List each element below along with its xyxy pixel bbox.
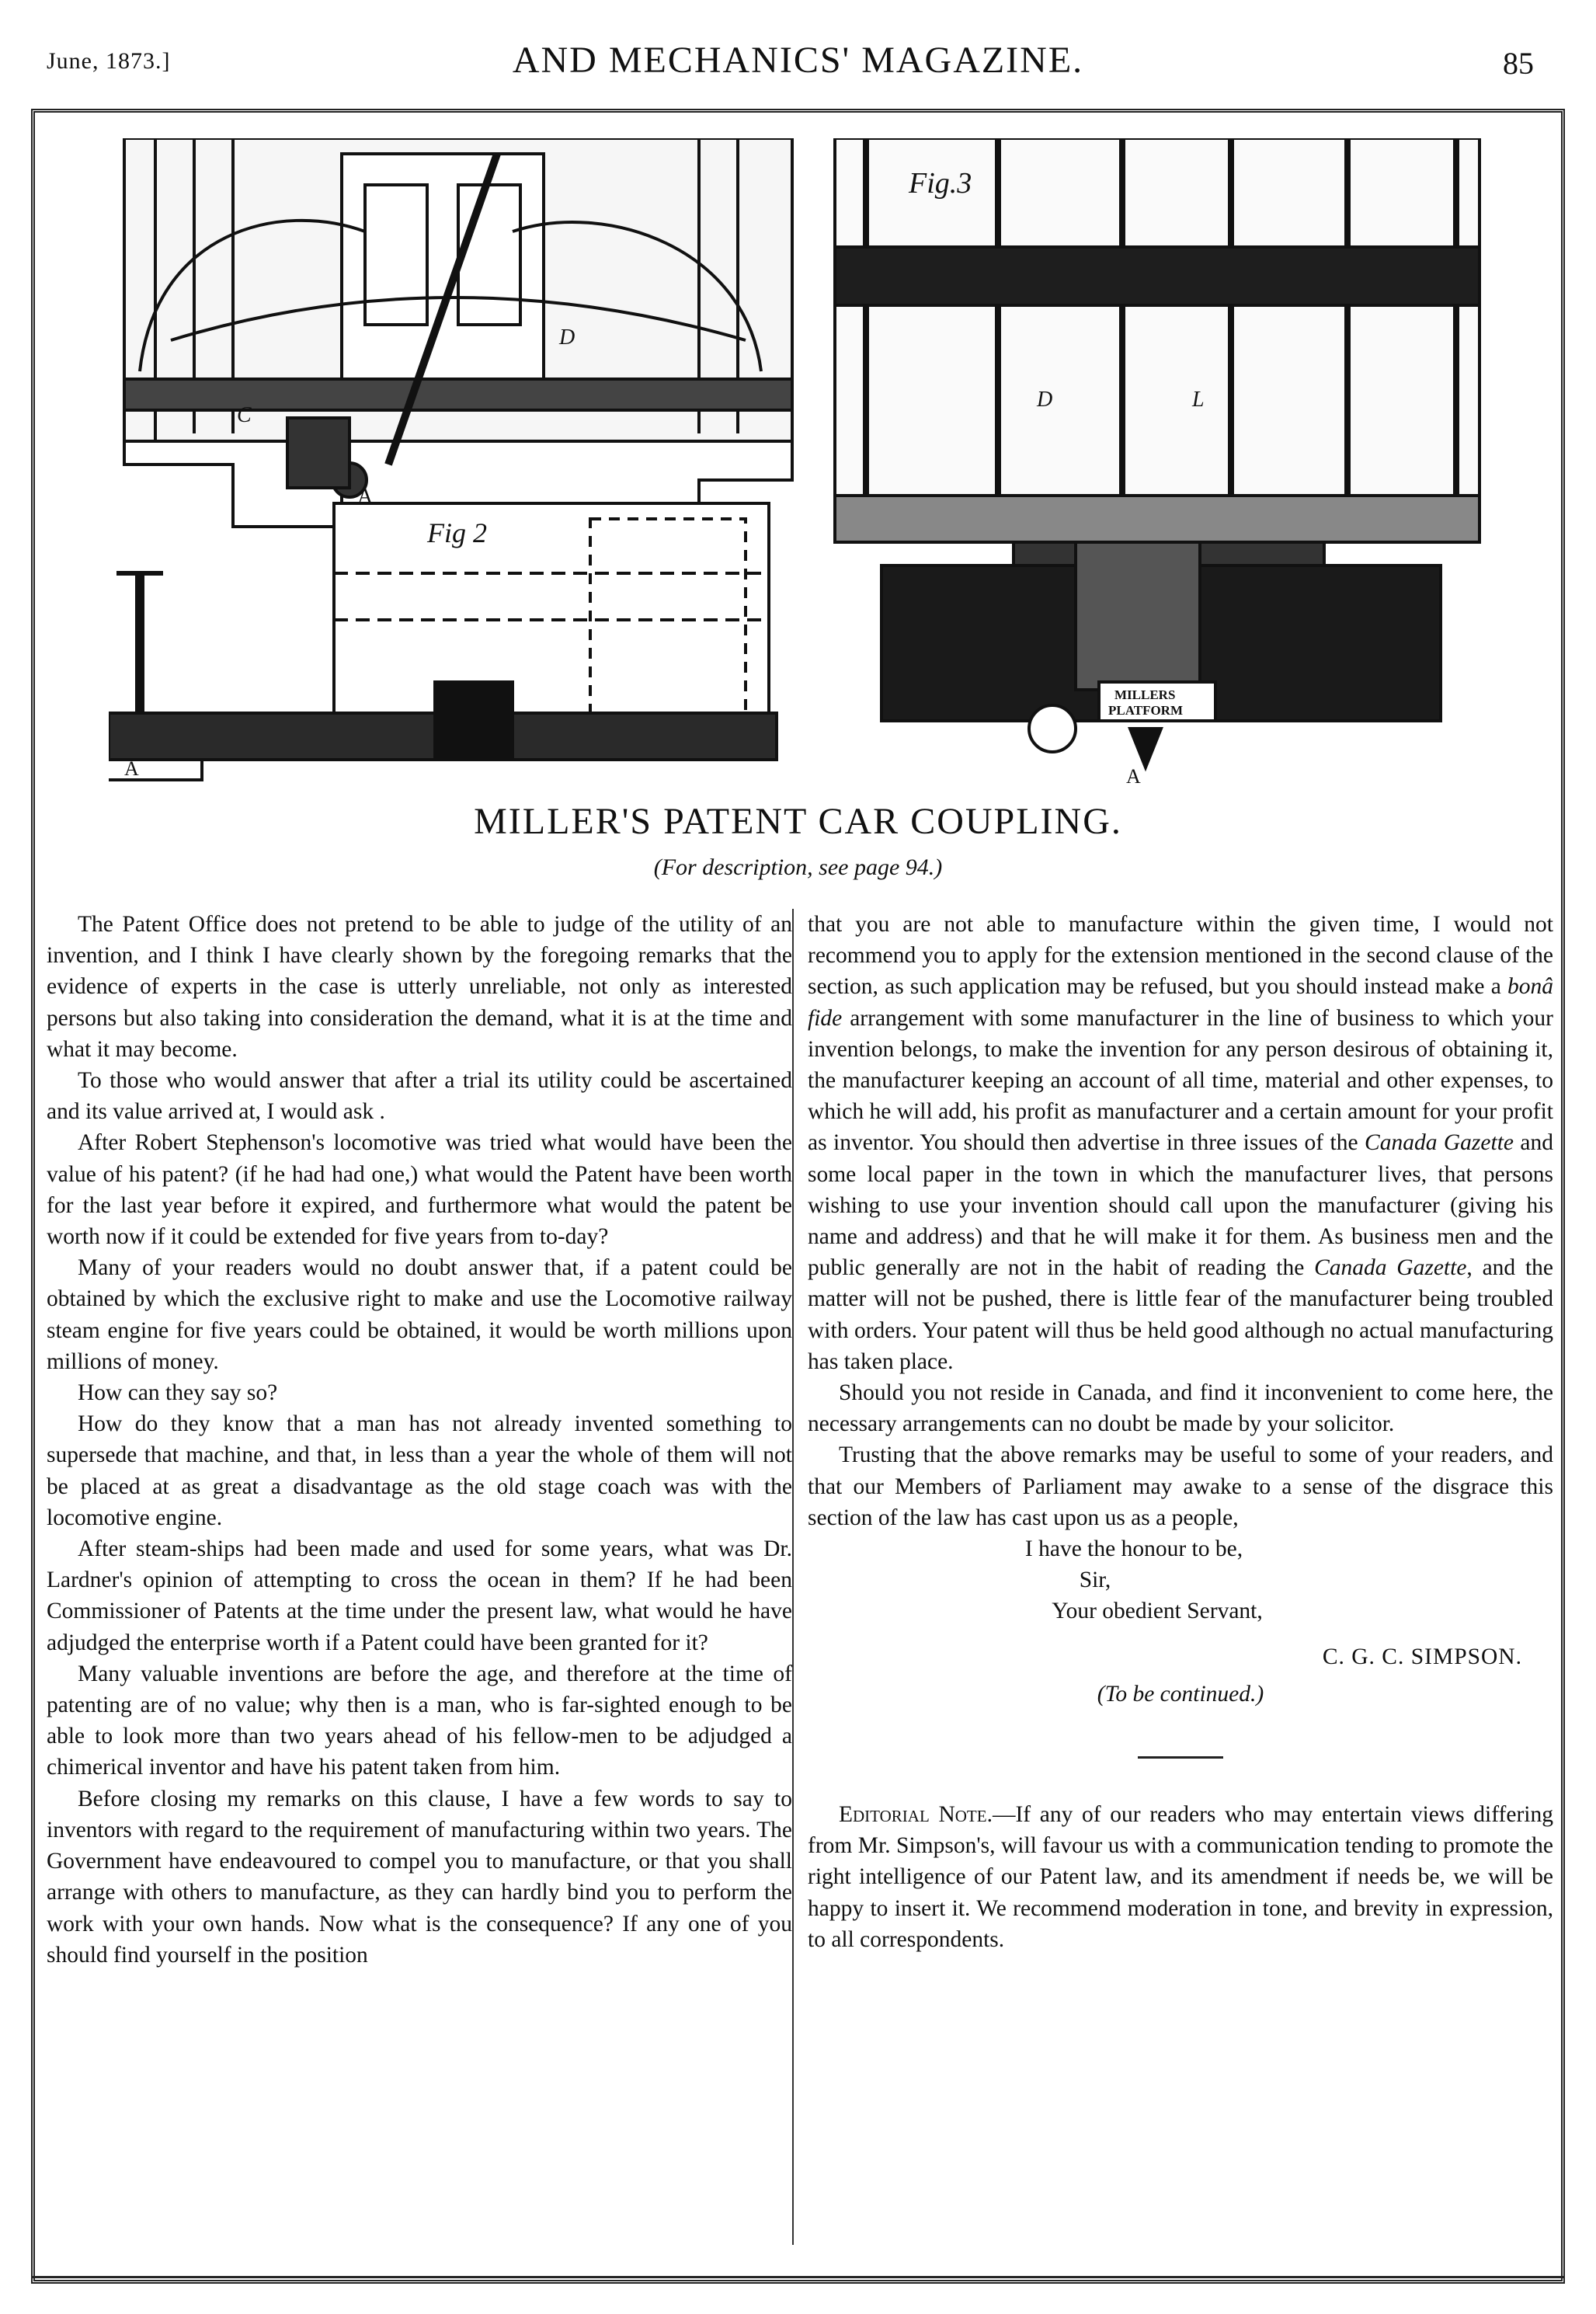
emphasis-canada-gazette: Canada Gazette bbox=[1365, 1130, 1514, 1156]
label-c: C bbox=[237, 403, 252, 427]
running-title: AND MECHANICS' MAGAZINE. bbox=[512, 40, 1084, 81]
author-signature: C. G. C. SIMPSON. bbox=[1322, 1644, 1522, 1669]
emphasis-canada-gazette: Canada Gazette bbox=[1314, 1255, 1467, 1281]
bottom-rule bbox=[31, 2276, 1565, 2278]
right-paragraph: Trusting that the above remarks may be useful to some of your readers, and that our Members of Parliament may awake to a sense of the disgrace this section of the law has cast upon us as a people, bbox=[808, 1442, 1553, 1530]
issue-date: June, 1873.] bbox=[47, 48, 171, 74]
text-run: arrangement with some manufacturer in the line of business to which your invention belongs, to make the invention for any person desirous of obtaining it, the manufacturer keeping an account of all time, material and other expenses, to which he will add, his profit as manufacturer and a certain amount for your profit as inventor. You should then advertise in three issues of the bbox=[808, 1005, 1553, 1156]
closing-line: Your obedient Servant, bbox=[1052, 1599, 1263, 1624]
label-d1: D bbox=[559, 325, 575, 350]
label-d2: D bbox=[1037, 388, 1053, 412]
page-header bbox=[0, 0, 1596, 109]
section-divider bbox=[1138, 1756, 1223, 1759]
left-paragraph: After Robert Stephenson's locomotive was tried what would have been the value of his patent? (if he had had one,) what would the Patent have been worth for the last year before it expired, and furthermore what would the patent be worth now if it could be extended for five years from to-day? bbox=[47, 1130, 792, 1250]
text-run: and some local paper in the town in which the manufacturer lives, that persons wishing to use your invention should call upon the manufacturer (giving his name and address) and that he will make it for them. As business men and the public generally are not in the habit of reading the bbox=[808, 1130, 1554, 1281]
left-paragraph: Many of your readers would no doubt answer that, if a patent could be obtained by which the exclusive right to make and use the Locomotive railway steam engine for five years could be obtained, it would be worth millions upon millions of money. bbox=[47, 1255, 792, 1374]
editorial-note-label: Editorial Note. bbox=[839, 1802, 993, 1828]
platform-plate-line2: PLATFORM bbox=[1108, 703, 1184, 718]
right-paragraph: Should you not reside in Canada, and find it inconvenient to come here, the necessary arrangements can no doubt be made by your solicitor. bbox=[808, 1380, 1553, 1437]
label-a2: A bbox=[124, 757, 139, 780]
editorial-note-text: —If any of our readers who may entertain views differing from Mr. Simpson's, will favour us with a communication tending to promote the right intelligence of our Patent law, and its amendment if needs be, we will be happy to insert it. We recommend moderation in tone, and brevity in expression, to all correspondents. bbox=[808, 1802, 1553, 1952]
closing-line: I have the honour to be, bbox=[1024, 1536, 1243, 1562]
left-paragraph: The Patent Office does not pretend to be able to judge of the utility of an invention, and I think I have clearly shown by the foregoing remarks that the evidence of experts in the case is utterly unreliable, not only as interested persons but also taking into consideration the demand, what it is at the time and what it may become. bbox=[47, 912, 792, 1062]
column-divider bbox=[792, 909, 794, 2245]
figure-caption-title: MILLER'S PATENT CAR COUPLING. bbox=[474, 801, 1122, 842]
platform-plate-line1: MILLERS bbox=[1114, 687, 1176, 702]
coupling-illustration-fig2 bbox=[109, 138, 808, 783]
left-paragraph: Many valuable inventions are before the age, and therefore at the time of patenting are of no value; why then is a man, who is far-sighted enough to be able to look more than two years ahead of his fellow-men to be adjudged a chimerical inventor and have his patent taken from him. bbox=[47, 1661, 792, 1780]
coupling-illustration-fig3 bbox=[819, 138, 1499, 783]
label-a1: A bbox=[357, 485, 374, 509]
right-paragraph bbox=[808, 909, 1553, 1377]
emphasis-bona-fide: bonâ fide bbox=[808, 974, 1553, 1031]
text-run: that you are not able to manufacture within the given time, I would not recommend you to apply for the extension mentioned in the second clause of the section, as such application may be refused, but you should instead make a bbox=[808, 912, 1553, 1000]
left-paragraph: After steam-ships had been made and used for some years, what was Dr. Lardner's opinion of attempting to cross the ocean in them? If he had been Commissioner of Patents at the time under the present law, what would he have adjudged the enterprise worth if a Patent could have been granted for it? bbox=[47, 1536, 792, 1655]
figure-caption-subtitle: (For description, see page 94.) bbox=[653, 854, 943, 880]
editorial-note bbox=[808, 1799, 1553, 1955]
left-paragraph: To those who would answer that after a trial its utility could be ascertained and its value arrived at, I would ask . bbox=[47, 1068, 792, 1125]
label-a3: A bbox=[1126, 765, 1141, 783]
fig2-label: Fig 2 bbox=[427, 517, 487, 548]
right-column bbox=[808, 909, 1553, 1955]
to-be-continued: (To be continued.) bbox=[1097, 1681, 1264, 1707]
left-paragraph: How do they know that a man has not already invented something to supersede that machine, and that, in less than a year the whole of them will not be placed at as great a disadvantage as the old stage coach was with the locomotive engine. bbox=[47, 1411, 792, 1530]
closing-line: Sir, bbox=[1079, 1568, 1111, 1593]
label-l: L bbox=[1192, 388, 1205, 412]
fig3-label: Fig.3 bbox=[909, 167, 972, 200]
text-run: , and the matter will not be pushed, there is little fear of the manufacturer being troubled with orders. Your patent will thus be held good although no actual manufacturing has taken place. bbox=[808, 1255, 1553, 1374]
left-column bbox=[47, 909, 792, 1971]
left-paragraph: Before closing my remarks on this clause, I have a few words to say to inventors with regard to the requirement of manufacturing within two years. The Government have endeavoured to compel you to manufacture, or that you shall arrange with others to manufacture, as they can hardly bind you to perform the work with your own hands. Now what is the consequence? If any one of you should find yourself in the position bbox=[47, 1786, 792, 1968]
left-paragraph: How can they say so? bbox=[78, 1380, 278, 1406]
page-number: 85 bbox=[1503, 46, 1534, 81]
